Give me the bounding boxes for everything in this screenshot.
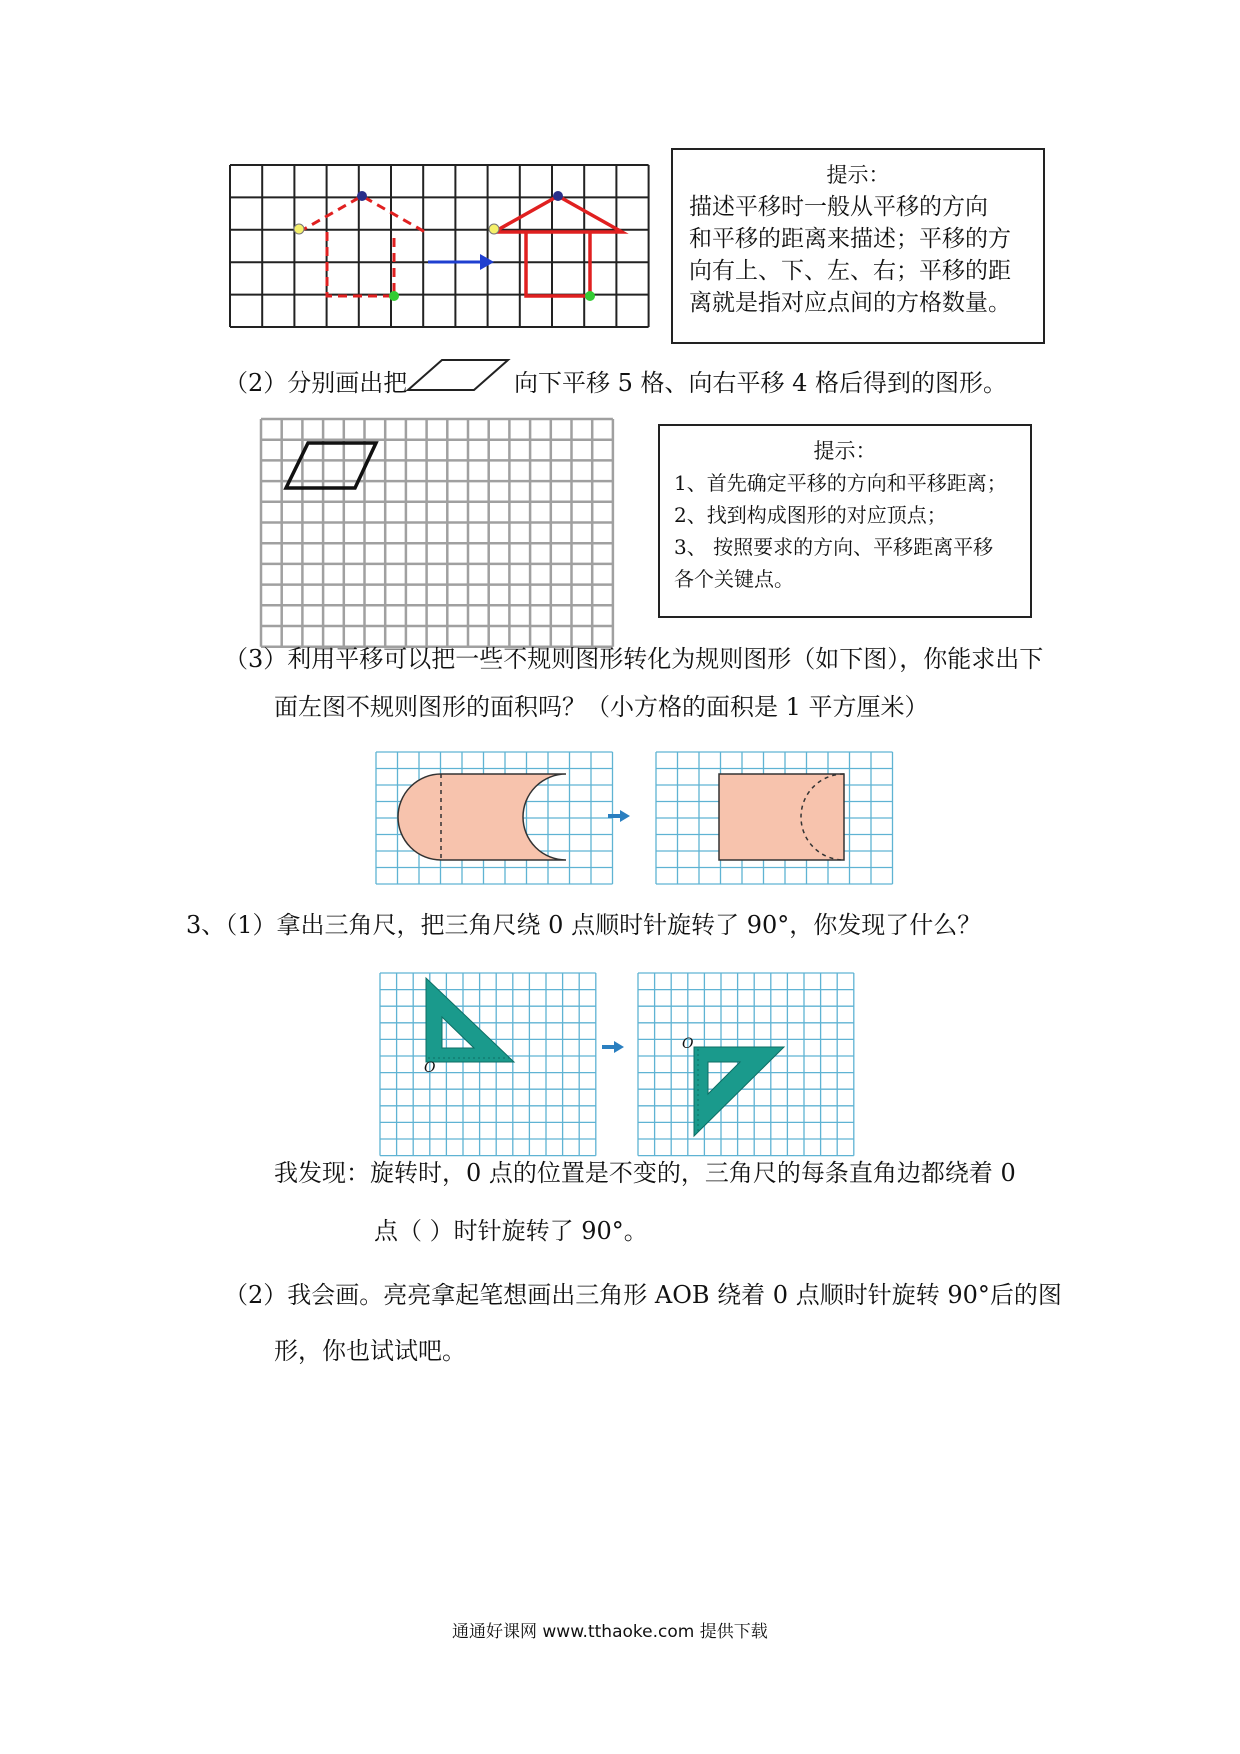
hint-line: 和平移的距离来描述；平移的方 <box>689 226 1011 252</box>
rotation-figure <box>0 0 1240 200</box>
hint-title: 提示： <box>813 439 877 463</box>
set-square-before <box>426 978 514 1062</box>
label-o-after: O <box>682 1036 694 1052</box>
section-3-question-1: 3、（1）拿出三角尺，把三角尺绕 0 点顺时针旋转了 90°，你发现了什么？ <box>186 911 982 939</box>
hint-line: 各个关键点。 <box>674 567 794 591</box>
hint-line: 离就是指对应点间的方格数量。 <box>689 290 1011 316</box>
section-3-question-2-line-2: 形，你也试试吧。 <box>274 1337 466 1365</box>
transform-arrow <box>608 810 630 822</box>
vertex-dot-green <box>585 291 595 301</box>
translation-arrow <box>428 254 494 270</box>
question-3-line-1: （3）利用平移可以把一些不规则图形转化为规则图形（如下图），你能求出下 <box>224 645 1044 673</box>
question-2-prefix: （2）分别画出把 <box>224 369 408 397</box>
label-o-before: O <box>424 1060 436 1076</box>
finding-line-1: 我发现：旋转时，0 点的位置是不变的，三角尺的每条直角边都绕着 0 <box>274 1159 1016 1187</box>
hint-line: 2、找到构成图形的对应顶点； <box>674 503 947 527</box>
grid-gray <box>261 419 613 647</box>
rotation-arrow <box>602 1041 624 1053</box>
hint-line: 3、 按照要求的方向、平移距离平移 <box>674 535 994 559</box>
hint-title: 提示： <box>826 163 890 187</box>
question-2-suffix: 向下平移 5 格、向右平移 4 格后得到的图形。 <box>514 369 1008 397</box>
hint-box-2 <box>658 424 1032 618</box>
footer: 通通好课网 www.tthaoke.com 提供下载 <box>452 1622 768 1642</box>
parallelogram-icon <box>404 356 514 396</box>
rectangle-shape <box>719 774 844 860</box>
hint-line: 向有上、下、左、右；平移的距 <box>689 258 1011 284</box>
irregular-shape <box>398 774 566 860</box>
section-3-question-2-line-1: （2）我会画。亮亮拿起笔想画出三角形 AOB 绕着 0 点顺时针旋转 90°后的图 <box>224 1281 1062 1309</box>
grid-cyan <box>380 973 596 1156</box>
question-3-line-2: 面左图不规则图形的面积吗？（小方格的面积是 1 平方厘米） <box>274 693 929 721</box>
finding-line-2: 点（ ）时针旋转了 90°。 <box>374 1217 648 1245</box>
hint-line: 1、首先确定平移的方向和平移距离； <box>674 471 1007 495</box>
vertex-dot-green <box>389 291 399 301</box>
hint-line: 描述平移时一般从平移的方向 <box>689 194 988 220</box>
